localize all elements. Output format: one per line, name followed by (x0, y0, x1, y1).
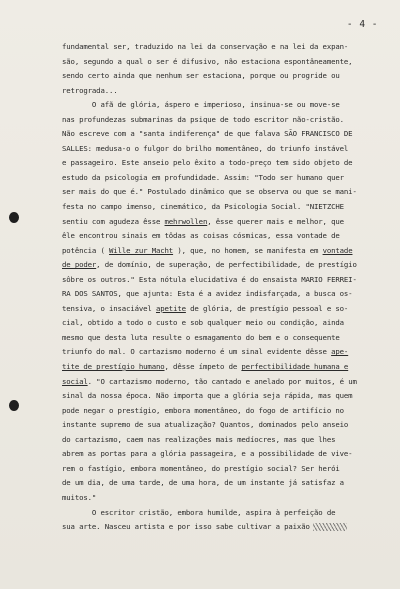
text-line (62, 404, 390, 419)
text-run: muitos." (62, 492, 97, 502)
punch-hole (9, 212, 19, 223)
text-run: sinal da nossa época. Não importa que a glória seja rápida, mas quem (62, 391, 353, 401)
text-run: sua arte. Nasceu artista e por isso sabe cultivar a paixão (62, 522, 310, 532)
text-run: sendo certo ainda que nenhum ser estaciona, porque ou progride ou (62, 71, 340, 81)
text-line (62, 127, 390, 142)
text-run: pode negar o prestígio, embora momentâneo, do fogo de artifício no (62, 405, 344, 415)
punch-hole (9, 400, 19, 411)
text-run: de um dia, de uma tarde, de uma hora, de um instante já satisfaz a (62, 478, 344, 488)
text-run: do cartazismo, caem nas realizações mais medíocres, mas que lhes (62, 434, 336, 444)
text-run: triunfo do mal. O cartazismo moderno é um sinal evidente dêsse (62, 347, 332, 357)
text-line (62, 433, 390, 448)
text-run: mesmo que desta luta resulte o esmagamento do bem e o consequente (62, 332, 340, 342)
text-line (62, 316, 390, 331)
text-line (62, 506, 390, 521)
text-run: O afã de glória, áspero e imperioso, insinua-se ou move-se (62, 100, 340, 110)
text-line (62, 40, 390, 55)
underlined-text: apetite (155, 303, 186, 313)
text-line (62, 331, 390, 346)
text-run: , de domínio, de superação, de perfectibilidade, de prestígio (96, 260, 357, 270)
text-run: ), que, no homem, se manifesta em (173, 245, 323, 255)
text-run: sôbre os outros." Esta nótula elucidativa é do ensaista MARIO FERREI- (62, 274, 357, 284)
underlined-text: vontade (322, 245, 353, 255)
text-run: retrograda... (62, 85, 118, 95)
text-line (62, 273, 390, 288)
text-run: cial, obtido a todo o custo e sob qualquer meio ou condição, ainda (62, 318, 344, 328)
text-run: nas profundezas submarinas da psique de todo escritor não-cristão. (62, 114, 344, 124)
text-run: abrem as portas para a glória passageira, e a possibilidade de vive- (62, 449, 353, 459)
underlined-text: de poder (62, 260, 97, 270)
text-run: festa no campo imenso, cinemático, da Psicologia Social. "NIETZCHE (62, 202, 344, 212)
text-line (62, 84, 390, 99)
text-line (62, 462, 390, 477)
text-line (62, 113, 390, 128)
text-line (62, 375, 390, 390)
text-run: e passageiro. Este anseio pelo êxito a todo-preço tem sido objeto de (62, 158, 353, 168)
text-run: estudo da psicologia em profundidade. Assim: "Todo ser humano quer (62, 172, 344, 182)
text-line (62, 287, 390, 302)
text-line (62, 185, 390, 200)
text-run: instante supremo de sua atualização? Quantos, dominados pelo anseio (62, 420, 349, 430)
text-line (62, 229, 390, 244)
text-line (62, 98, 390, 113)
text-line (62, 389, 390, 404)
underlined-text: perfectibilidade humana e (241, 362, 349, 372)
underlined-text: Wille zur Macht (109, 245, 174, 255)
text-run: fundamental ser, traduzido na lei da conservação e na lei da expan- (62, 42, 349, 51)
text-run: RA DOS SANTOS, que ajunta: Esta é a avidez indisfarçada, a busca os- (62, 289, 353, 299)
text-line (62, 302, 390, 317)
text-run: potência ( (62, 245, 109, 255)
text-run: ser mais do que é." Postulado dinâmico que se observa ou que se mani- (62, 187, 357, 197)
text-run: são, segundo a qual o ser é difusivo, não estaciona espontâneamente, (62, 56, 353, 66)
text-line (62, 142, 390, 157)
body-text (62, 40, 390, 535)
ink-stamp (313, 523, 347, 531)
text-run: Não escreve com a "santa indiferença" de que falava SÃO FRANCISCO DE (62, 129, 353, 139)
text-run: O escritor cristão, embora humilde, aspira à perfeição de (62, 507, 336, 517)
text-run: de glória, de prestígio pessoal e so- (185, 303, 349, 313)
text-line (62, 491, 390, 506)
text-line (62, 55, 390, 70)
text-line (62, 171, 390, 186)
text-line (62, 476, 390, 491)
text-run: . "O cartazismo moderno, tão cantado e anelado por muitos, é um (87, 376, 357, 386)
text-run: êle encontrou sinais em tôdas as coisas cósmicas, essa vontade de (62, 231, 340, 241)
text-line (62, 447, 390, 462)
underlined-text: mehrwollen (164, 216, 208, 226)
text-line (62, 520, 390, 535)
text-run: rem o fastígio, embora momentâneo, do prestígio social? Ser herói (62, 463, 340, 473)
text-run: , dêsse ímpeto de (164, 362, 242, 372)
text-line (62, 156, 390, 171)
underlined-text: social (62, 376, 88, 386)
text-run: , êsse querer mais e melhor, que (207, 216, 344, 226)
text-line (62, 345, 390, 360)
text-run: SALLES: medusa-o o fulgor do brilho momentâneo, do triunfo instável (62, 143, 349, 153)
text-line (62, 215, 390, 230)
text-line (62, 418, 390, 433)
text-line (62, 69, 390, 84)
text-line (62, 200, 390, 215)
page-number: - 4 - (346, 19, 378, 30)
text-line (62, 360, 390, 375)
underlined-text: ape- (331, 347, 349, 357)
text-line (62, 258, 390, 273)
underlined-text: tite de prestígio humano (62, 362, 165, 372)
text-run: tensiva, o insaciável (62, 303, 156, 313)
text-line (62, 244, 390, 259)
text-run: sentiu com agudeza êsse (62, 216, 165, 226)
